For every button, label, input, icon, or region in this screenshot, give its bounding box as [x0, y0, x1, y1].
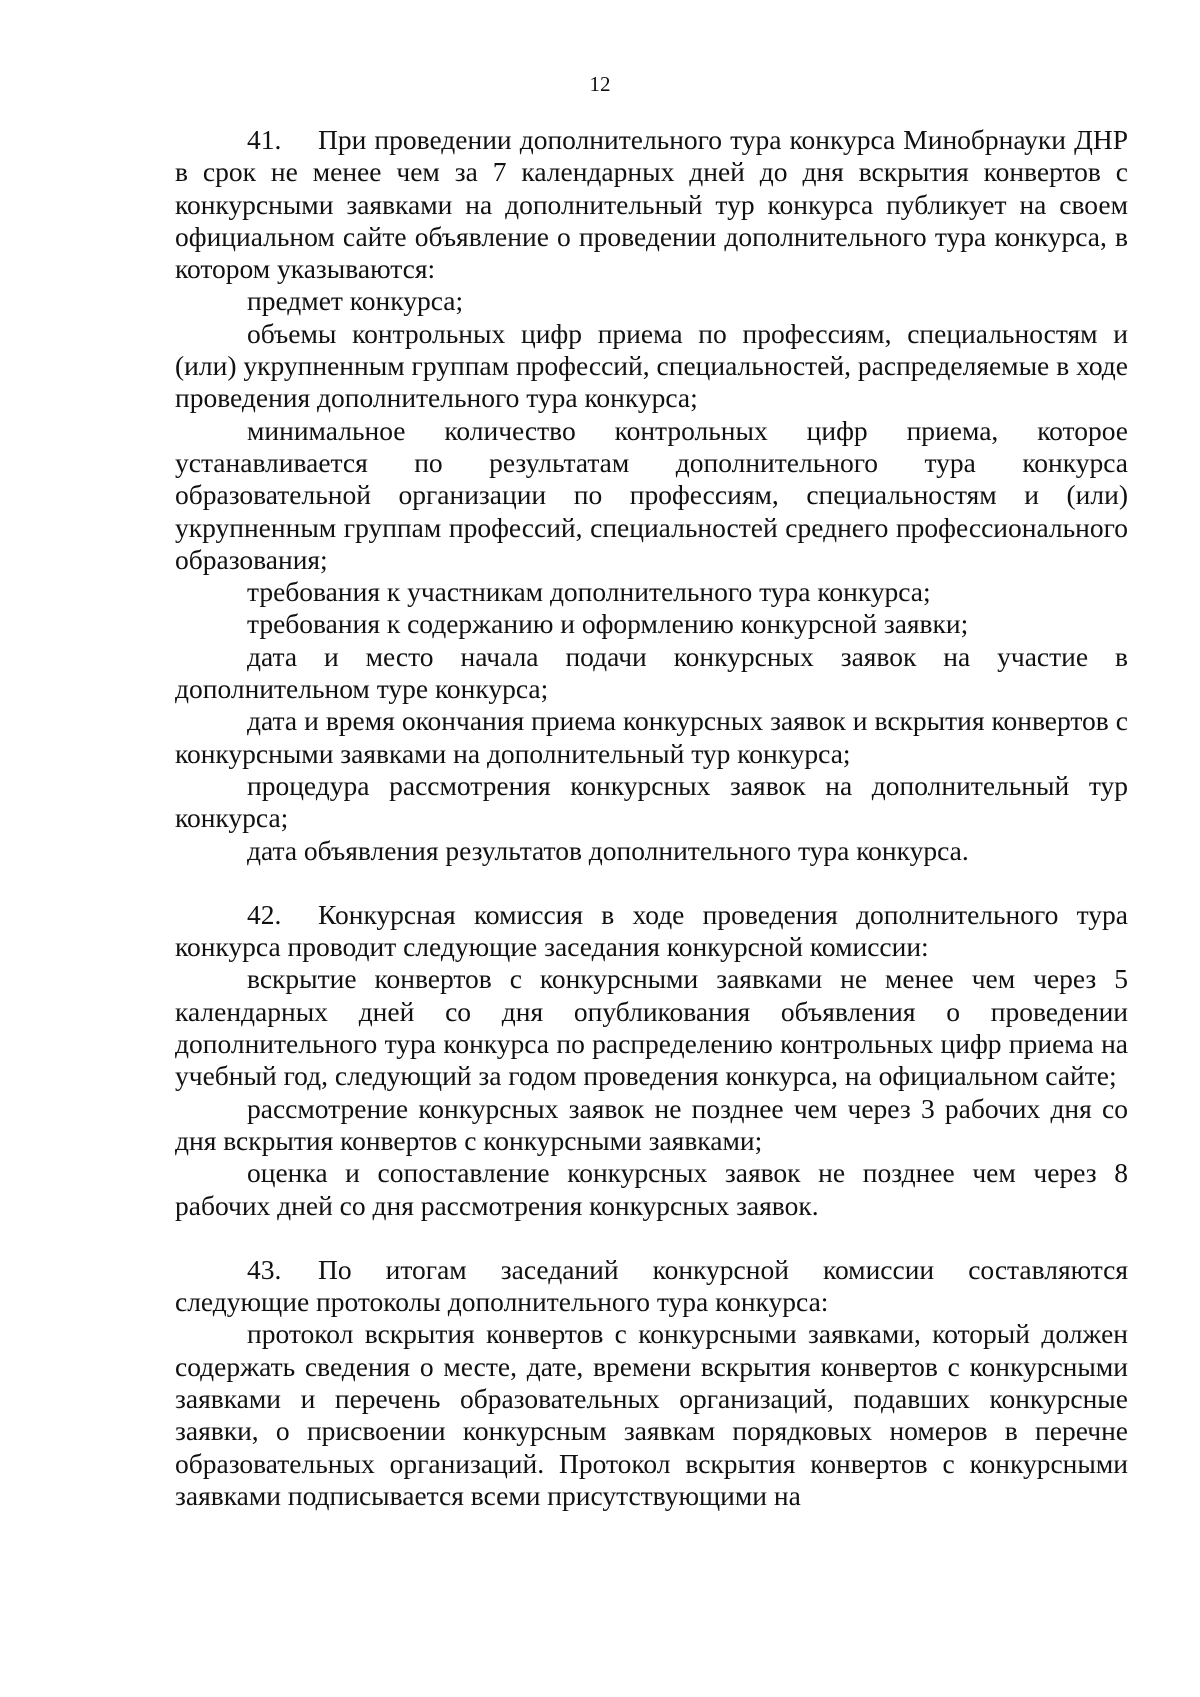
list-item: дата объявления результатов дополнительного тура конкурса. — [247, 834, 969, 866]
list-item: дата и время окончания приема конкурсных заявок и вскрытия конвертов с конкурсными заявками на дополнительный тур конкурса; — [175, 705, 1128, 769]
section-spacer — [175, 1222, 1128, 1254]
list-item: предмет конкурса; — [247, 285, 464, 317]
paragraph-number: 41. — [247, 124, 282, 155]
list-item: протокол вскрытия конвертов с конкурсными заявками, который должен содержать сведения о месте, дате, времени вскрытия конвертов с конкурсными заявками и перечень образовательных организаций, подавших конкурсные заявки, о присвоении конкурсным заявкам порядковых номеров в перечне образовательных организаций. Протокол вскрытия конвертов с конкурсными заявками подписывается всеми присутствующими на — [175, 1318, 1128, 1511]
list-item: объемы контрольных цифр приема по профессиям, специальностям и (или) укрупненным группам профессий, специальностей, распределяемые в ходе проведения дополнительного тура конкурса; — [175, 317, 1128, 414]
section-spacer — [175, 867, 1128, 899]
list-item: требования к содержанию и оформлению конкурсной заявки; — [247, 608, 969, 640]
paragraph-number: 43. — [247, 1253, 282, 1285]
list-item: процедура рассмотрения конкурсных заявок на дополнительный тур конкурса; — [175, 769, 1128, 834]
list-item: вскрытие конвертов с конкурсными заявками не менее чем через 5 календарных дней со дня опубликования объявления о проведении дополнительного тура конкурса по распределению контрольных цифр приема на учебный год, следующий за годом проведения конкурса, на официальном сайте; — [175, 963, 1128, 1092]
list-item: требования к участникам дополнительного тура конкурса; — [247, 576, 931, 608]
list-item: рассмотрение конкурсных заявок не позднее чем через 3 рабочих дня со дня вскрытия конвертов с конкурсными заявками; — [175, 1092, 1128, 1156]
page-number: 12 — [589, 72, 611, 96]
paragraph-42 — [175, 899, 1128, 964]
list-item: оценка и сопоставление конкурсных заявок не позднее чем через 8 рабочих дней со дня рассмотрения конкурсных заявок. — [175, 1157, 1128, 1221]
paragraph-text: Конкурсная комиссия в ходе проведения дополнительного тура конкурса проводит следующие заседания конкурсной комиссии: — [175, 898, 1128, 963]
paragraph-41 — [175, 124, 1128, 285]
paragraph-number: 42. — [247, 898, 282, 930]
list-item: дата и место начала подачи конкурсных заявок на участие в дополнительном туре конкурса; — [175, 640, 1128, 705]
paragraph-text: При проведении дополнительного тура конкурса Минобрнауки ДНР в срок не менее чем за 7 календарных дней до дня вскрытия конвертов с конкурсными заявками на дополнительный тур конкурса публикует на своем официальном сайте объявление о проведении дополнительного тура конкурса, в котором указываются: — [175, 124, 1128, 285]
paragraph-text: По итогам заседаний конкурсной комиссии составляются следующие протоколы дополнительного тура конкурса: — [175, 1253, 1128, 1318]
list-item: минимальное количество контрольных цифр приема, которое устанавливается по результатам дополнительного тура конкурса образовательной организации по профессиям, специальностям и (или) укрупненным группам профессий, специальностей среднего профессионального образования; — [175, 414, 1128, 575]
paragraph-43 — [175, 1254, 1128, 1319]
document-body — [175, 124, 1128, 1512]
